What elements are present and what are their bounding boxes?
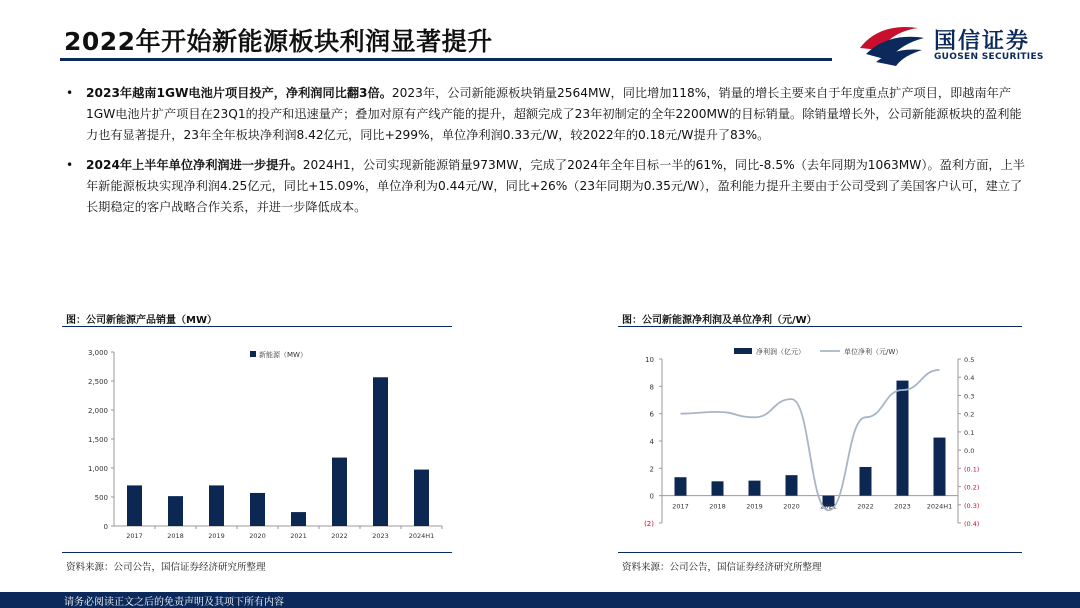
bar xyxy=(250,493,265,526)
y-tick-label: 3,000 xyxy=(87,349,108,357)
left-chart-title-rule xyxy=(62,326,452,327)
y-tick-label: 2,000 xyxy=(87,407,108,415)
profit-bar xyxy=(786,475,798,496)
right-y-tick-label: 0.4 xyxy=(964,374,975,383)
x-tick-label: 2020 xyxy=(249,532,266,540)
legend-label-unit: 单位净利（元/W） xyxy=(844,348,903,356)
bullet-item xyxy=(66,83,1026,146)
bullet-dot: • xyxy=(66,158,74,172)
x-tick-label: 2022 xyxy=(331,532,348,540)
y-tick-label: 2,500 xyxy=(87,378,108,386)
left-y-tick-label: 2 xyxy=(649,465,654,474)
logo-text-cn: 国信证券 xyxy=(934,29,1031,54)
y-tick-label: 1,500 xyxy=(87,436,108,444)
x-tick-label: 2023 xyxy=(372,532,389,540)
right-y-tick-label: 0.3 xyxy=(964,392,975,401)
page-title: 2022年开始新能源板块利润显著提升 xyxy=(64,27,493,56)
y-tick-label: 1,000 xyxy=(87,465,108,473)
profit-bar xyxy=(934,438,946,496)
right-y-tick-label: 0.2 xyxy=(964,410,975,419)
right-y-tick-label: (0.1) xyxy=(964,465,980,474)
bar xyxy=(168,496,183,526)
right-y-tick-label: 0.0 xyxy=(964,447,975,456)
legend-swatch-profit xyxy=(734,348,752,354)
x-tick-label: 2019 xyxy=(746,502,763,511)
left-y-tick-label: 10 xyxy=(645,356,654,364)
right-chart-title-rule xyxy=(618,326,1022,327)
right-y-tick-label: (0.2) xyxy=(964,483,980,492)
right-chart-source: 资料来源：公司公告，国信证券经济研究所整理 xyxy=(622,562,822,573)
x-tick-label: 2017 xyxy=(126,532,143,540)
left-chart-bottom-rule xyxy=(62,552,452,553)
bar xyxy=(373,377,388,526)
right-chart-title: 图：公司新能源净利润及单位净利（元/W） xyxy=(622,315,817,326)
bar xyxy=(127,485,142,526)
bullet-heading: 2024年上半年单位净利润进一步提升。 xyxy=(86,158,303,172)
bar xyxy=(291,512,306,526)
left-chart-source: 资料来源：公司公告，国信证券经济研究所整理 xyxy=(66,562,266,573)
left-y-tick-label: 4 xyxy=(649,438,654,446)
x-tick-label: 2024H1 xyxy=(926,502,953,511)
legend-label-profit: 净利润（亿元） xyxy=(756,348,805,356)
bullet-text: 2024H1，公司实现新能源销量973MW，完成了2024年全年目标一半的61%，同比-8.5%（去年同期为1063MW）。盈利方面，上半年新能源板块实现净利润4.25亿元，同比+15.09%，单位净利为0.44元/W，同比+26%（23年同期为0.35元/W），盈利能力提升主要由于公司受到了美国客户认可，建立了长期稳定的客户战略合作关系，并进一步降低成本。 xyxy=(86,158,1025,214)
footer-disclaimer: 请务必阅读正文之后的免责声明及其项下所有内容 xyxy=(64,597,284,608)
title-underline xyxy=(60,58,832,61)
bar xyxy=(209,485,224,526)
x-tick-label: 2021 xyxy=(820,502,837,511)
y-tick-label: 500 xyxy=(94,494,108,502)
profit-bar xyxy=(712,481,724,495)
left-y-tick-label: 8 xyxy=(649,383,654,392)
right-y-tick-label: 0.1 xyxy=(964,428,975,437)
net-profit-chart xyxy=(618,330,1022,548)
x-tick-label: 2024H1 xyxy=(408,532,435,540)
bullet-list xyxy=(66,83,1026,227)
right-y-tick-label: (0.3) xyxy=(964,501,980,510)
y-tick-label: 0 xyxy=(103,523,108,531)
profit-bar xyxy=(897,381,909,496)
left-chart-title: 图：公司新能源产品销量（MW） xyxy=(66,315,217,326)
right-chart-bottom-rule xyxy=(618,552,1022,553)
bar xyxy=(332,458,347,526)
legend-label: 新能源（MW） xyxy=(259,351,307,359)
left-y-tick-label: 6 xyxy=(649,410,654,419)
left-y-tick-label: 0 xyxy=(649,492,654,501)
bullet-heading: 2023年越南1GW电池片项目投产，净利润同比翻3倍。 xyxy=(86,86,392,100)
bullet-item xyxy=(66,155,1026,218)
bullet-text: 2023年，公司新能源板块销量2564MW，同比增加118%，销量的增长主要来自于年度重点扩产项目，即越南年产1GW电池片扩产项目在23Q1的投产和迅速量产；叠加对原有产线产能的提升，超额完成了23年初制定的全年2200MW的目标销量。除销量增长外，公司新能源板块的盈利能力也有显著提升，23年全年板块净利润8.42亿元，同比+299%，单位净利润0.33元/W，较2022年的0.18元/W提升了83%。 xyxy=(86,86,1022,142)
left-y-tick-label: (2) xyxy=(644,520,654,528)
x-tick-label: 2018 xyxy=(709,502,726,511)
legend-swatch xyxy=(250,351,256,357)
x-tick-label: 2021 xyxy=(290,532,307,540)
x-tick-label: 2018 xyxy=(167,532,184,540)
x-tick-label: 2023 xyxy=(894,502,911,511)
footer-bar xyxy=(0,592,1080,608)
bullet-dot: • xyxy=(66,86,74,100)
x-tick-label: 2019 xyxy=(208,532,225,540)
logo-text-en: GUOSEN SECURITIES xyxy=(934,52,1044,62)
bar xyxy=(414,470,429,526)
profit-bar xyxy=(675,477,687,495)
profit-bar xyxy=(749,481,761,496)
x-tick-label: 2022 xyxy=(857,502,874,511)
profit-bar xyxy=(860,467,872,496)
right-y-tick-label: 0.5 xyxy=(964,356,975,364)
x-tick-label: 2020 xyxy=(783,502,800,511)
right-y-tick-label: (0.4) xyxy=(964,520,980,528)
sales-volume-chart xyxy=(62,330,452,548)
x-tick-label: 2017 xyxy=(672,502,689,511)
